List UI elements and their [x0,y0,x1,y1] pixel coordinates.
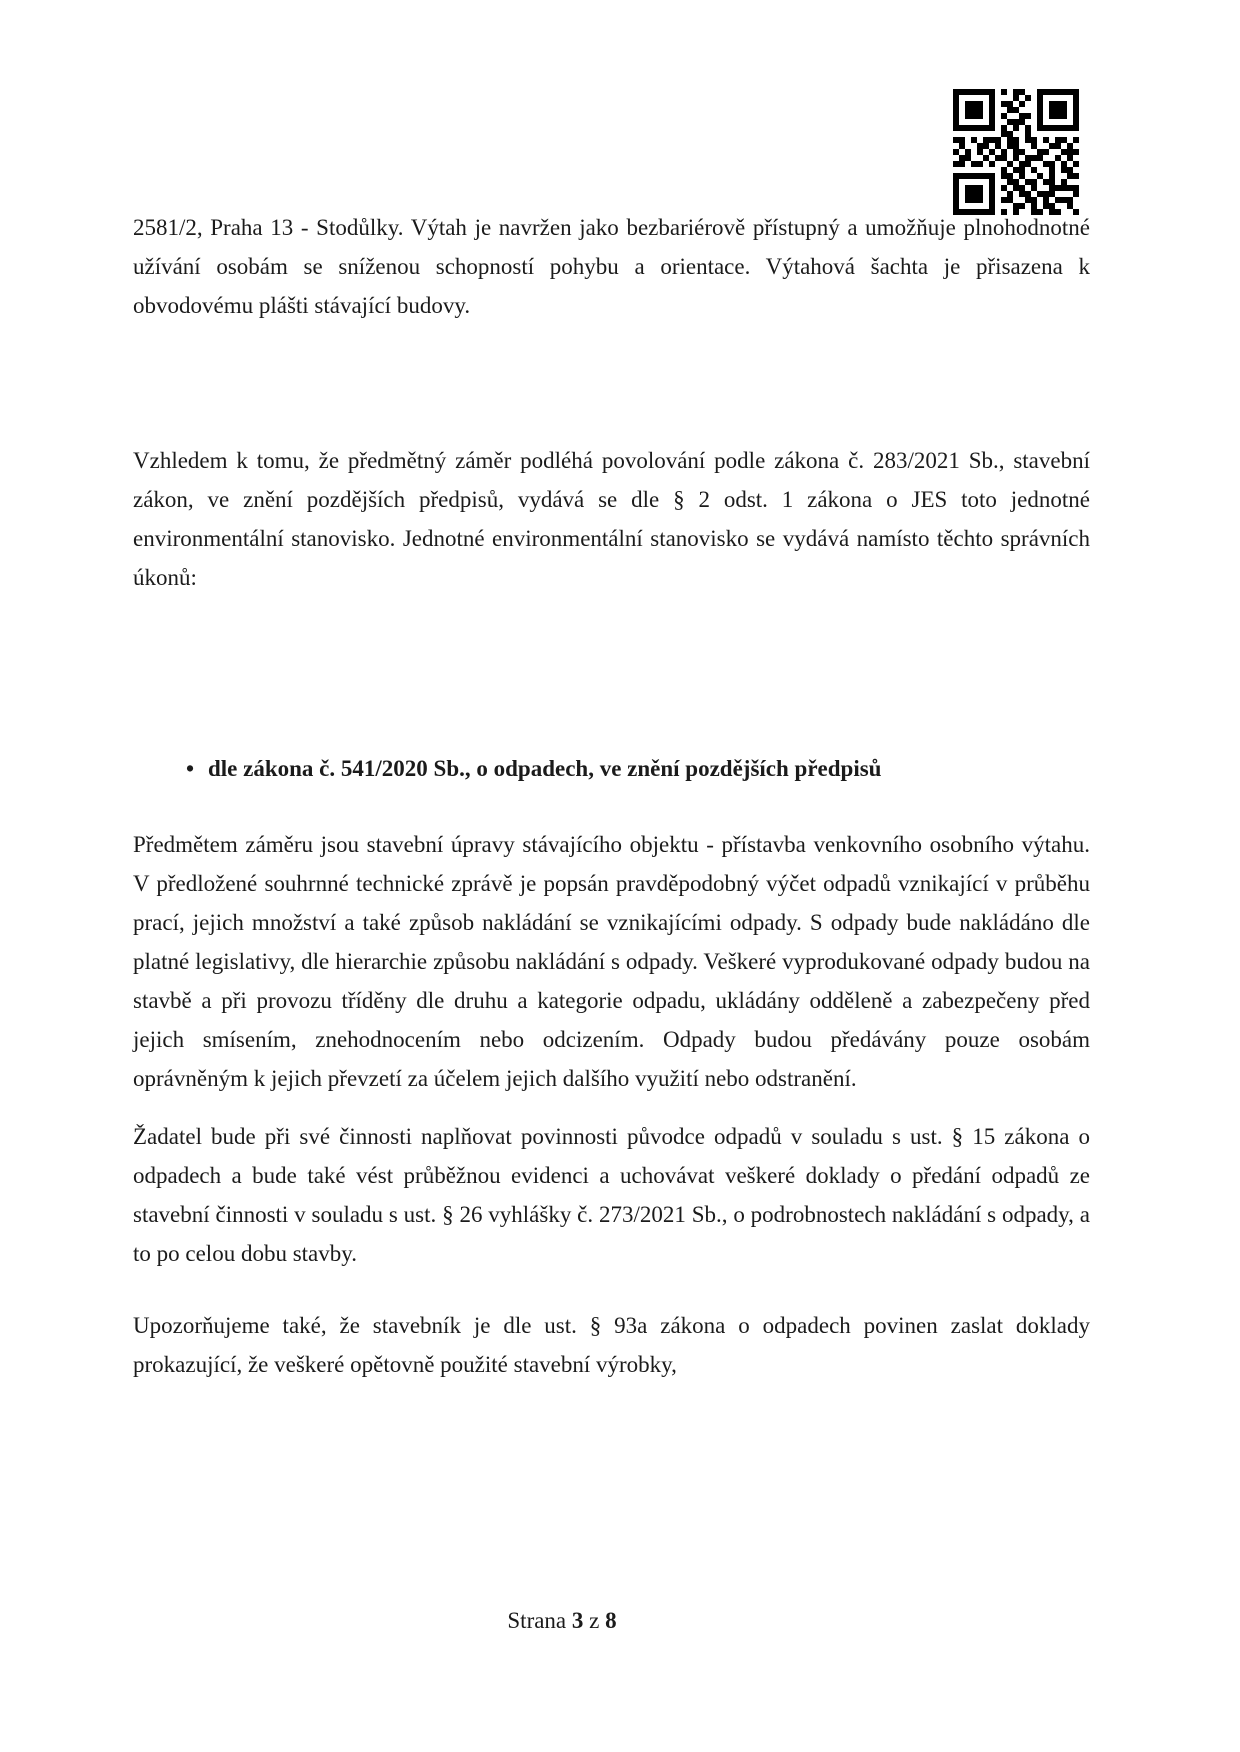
paragraph-jes-statement: Vzhledem k tomu, že předmětný záměr podléhá povolování podle zákona č. 283/2021 Sb., stavební zákon, ve znění pozdějších předpisů, vydává se dle § 2 odst. 1 zákona o JES toto jednotné environmentální stanovisko. Jednotné environmentální stanovisko se vydává namísto těchto správních úkonů: [133,448,1090,590]
paragraph-address-elevator: 2581/2, Praha 13 - Stodůlky. Výtah je navržen jako bezbariérově přístupný a umožňuje plnohodnotné užívání osobám se sníženou schopností pohybu a orientace. Výtahová šachta je přisazena k obvodovému plášti stávající budovy. [133,215,1090,318]
footer-total-pages: 8 [605,1608,617,1633]
bullet-item-waste-act [186,749,1090,788]
page-footer [507,1608,616,1634]
bullet-marker-icon: • [186,756,195,781]
paragraph-builder-notice: Upozorňujeme také, že stavebník je dle ust. § 93a zákona o odpadech povinen zaslat doklady prokazující, že veškeré opětovně použité stavební výrobky, [133,1313,1090,1377]
paragraph-waste-handling: Předmětem záměru jsou stavební úpravy stávajícího objektu - přístavba venkovního osobního výtahu. V předložené souhrnné technické zprávě je popsán pravděpodobný výčet odpadů vznikající v průběhu prací, jejich množství a také způsob nakládání se vznikajícími odpady. S odpady bude nakládáno dle platné legislativy, dle hierarchie způsobu nakládání s odpady. Veškeré vyprodukované odpady budou na stavbě a při provozu tříděny dle druhu a kategorie odpadu, ukládány odděleně a zabezpečeny před jejich smísením, znehodnocením nebo odcizením. Odpady budou předávány pouze osobám oprávněným k jejich převzetí za účelem jejich dalšího využití nebo odstranění. [133,832,1090,1091]
bullet-item-label: dle zákona č. 541/2020 Sb., o odpadech, ve znění pozdějších předpisů [208,756,882,781]
qr-code-image [953,89,1079,215]
footer-page-number: 3 [571,1608,584,1633]
paragraph-applicant-duties: Žadatel bude při své činnosti naplňovat povinnosti původce odpadů v souladu s ust. § 15 zákona o odpadech a bude také vést průběžnou evidenci a uchovávat veškeré doklady o předání odpadů ze stavební činnosti v souladu s ust. § 26 vyhlášky č. 273/2021 Sb., o podrobnostech nakládání s odpady, a to po celou dobu stavby. [133,1124,1090,1266]
footer-label: Strana [507,1608,567,1633]
footer-separator: z [589,1608,600,1633]
